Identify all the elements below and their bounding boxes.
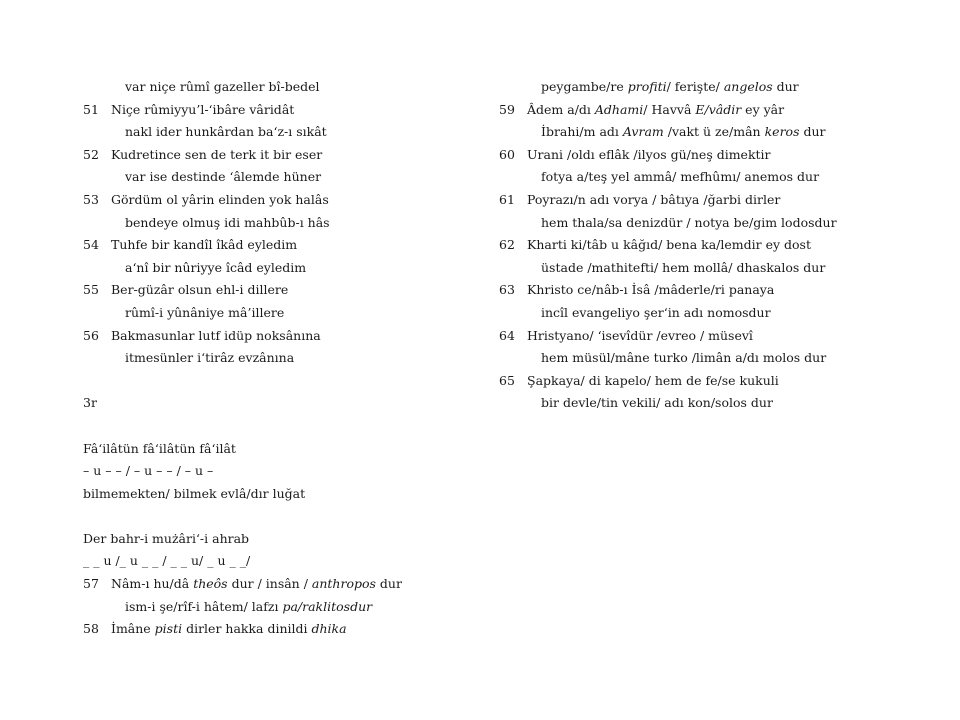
verse-line-54 [83,234,443,257]
text-line [83,166,443,189]
text-segment: ism-i şe/rîf-i hâtem/ lafzı [125,598,283,614]
line-text: _ _ u /_ u _ _ / _ _ u/ _ u _ _/ [83,553,251,569]
line-text: Gördüm ol yârin elinden yok halâs [111,191,329,207]
line-text: Fâ‘ilâtün fâ‘ilâtün fâ‘ilât [83,440,236,456]
right-column [499,76,899,415]
text-line [499,76,899,99]
verse-line-62 [499,234,899,257]
line-text: incîl evangeliyo şer‘in adı nomosdur [541,304,771,320]
text-segment: İbrahi/m adı [541,124,623,140]
italic-term: anthropos [311,576,376,592]
text-line [83,392,443,415]
verse-line-60 [499,144,899,167]
line-text [125,596,372,619]
text-line [499,121,899,144]
line-text: Tuhfe bir kandîl îkâd eyledim [111,237,298,253]
line-text: itmesünler i‘tirâz evzânına [125,350,295,366]
line-text: hem thala/sa denizdür / notya be/gim lodosdur [541,214,837,230]
line-text: nakl ider hunkârdan ba‘z-ı sıkât [125,124,327,140]
text-segment: dur / insân / [227,576,312,592]
line-text [111,573,402,596]
verse-line-63 [499,279,899,302]
text-segment: Nâm-ı hu/dâ [111,576,194,592]
left-column [83,76,443,641]
text-line [83,370,443,393]
italic-term: profiti [627,79,667,94]
italic-term: angelos [723,79,773,94]
text-line [83,596,443,619]
text-segment: ey yâr [741,101,785,117]
italic-term: pa/raklitosdur [282,598,373,614]
text-line [499,166,899,189]
verse-line-53 [83,189,443,212]
text-segment: / Havvâ [643,101,696,117]
verse-line-55 [83,279,443,302]
italic-term: theôs [193,576,228,592]
verse-line-57 [83,573,443,596]
verse-number: 63 [499,282,515,298]
text-segment: İmâne [111,621,155,637]
line-text: fotya a/teş yel ammâ/ mefhûmı/ anemos dur [541,169,820,185]
text-segment: dirler hakka dinildi [182,621,312,637]
verse-number: 52 [83,146,99,162]
text-line [83,483,443,506]
line-text: a‘nî bir nûriyye îcâd eyledim [125,259,307,275]
italic-term: E/vâdir [695,101,742,117]
verse-number: 64 [499,327,515,343]
verse-line-58 [83,618,443,641]
text-line [83,528,443,551]
text-line [83,415,443,438]
line-text: Bakmasunlar lutf idüp noksânına [111,327,321,343]
line-text: var niçe rûmî gazeller bî-bedel [125,79,320,94]
text-segment: Âdem a/dı [527,101,595,117]
verse-number: 61 [499,191,515,207]
text-line [499,212,899,235]
italic-term: Avram [622,124,664,140]
text-line [83,212,443,235]
text-line [83,121,443,144]
verse-line-56 [83,325,443,348]
line-text: Niçe rûmiyyu’l-‘ibâre vâridât [111,101,295,117]
line-text: – u – – / – u – – / – u – [83,463,214,479]
line-text: rûmî-i yûnâniye mâ’illere [125,304,285,320]
verse-line-51 [83,99,443,122]
verse-number: 59 [499,101,515,117]
italic-term: pisti [154,621,183,637]
line-text: Şapkaya/ di kapelo/ hem de fe/se kukuli [527,372,779,388]
line-text [541,121,826,144]
line-text: üstade /mathitefti/ hem mollâ/ dhaskalos dur [541,259,826,275]
line-text: hem müsül/mâne turko /limân a/dı molos dur [541,350,827,366]
line-text: var ise destinde ‘âlemde hüner [125,169,322,185]
verse-line-65 [499,370,899,393]
line-text: Poyrazı/n adı vorya / bâtıya /ğarbi dirler [527,191,781,207]
line-text: Ber-güzâr olsun ehl-i dillere [111,282,289,298]
line-text: Kharti ki/tâb u kâğıd/ bena ka/lemdir ey dost [527,237,811,253]
text-segment: peygambe/re [541,79,628,94]
line-text: Kudretince sen de terk it bir eser [111,146,323,162]
line-text [111,618,347,641]
verse-number: 62 [499,237,515,253]
text-line [83,347,443,370]
text-line [499,347,899,370]
line-text: bendeye olmuş idi mahbûb-ı hâs [125,214,330,230]
text-line [499,257,899,280]
text-segment: dur [772,79,799,94]
line-text: Hristyano/ ‘isevîdür /evreo / müsevî [527,327,753,343]
line-text: bilmemekten/ bilmek evlâ/dır luğat [83,485,306,501]
verse-number: 57 [83,576,99,592]
text-line [83,505,443,528]
verse-number: 55 [83,282,99,298]
text-line [83,438,443,461]
text-segment: / ferişte/ [666,79,724,94]
line-text: Urani /oldı eflâk /ilyos gü/neş dimektir [527,146,771,162]
verse-line-52 [83,144,443,167]
verse-number: 56 [83,327,99,343]
verse-line-59 [499,99,899,122]
line-text: 3r [83,395,97,411]
verse-line-64 [499,325,899,348]
text-line [83,302,443,325]
italic-term: dhika [311,621,347,637]
verse-number: 54 [83,237,99,253]
text-line [499,392,899,415]
line-text: bir devle/tin vekili/ adı kon/solos dur [541,395,773,411]
text-line [83,257,443,280]
text-segment: dur [375,576,402,592]
line-text [527,99,784,122]
line-text [541,76,799,99]
verse-line-61 [499,189,899,212]
line-text: Khristo ce/nâb-ı İsâ /mâderle/ri panaya [527,282,775,298]
text-line [83,76,443,99]
verse-number: 51 [83,101,99,117]
italic-term: Adhami [594,101,644,117]
italic-term: keros [764,124,800,140]
verse-number: 65 [499,372,515,388]
text-segment: /vakt ü ze/mân [663,124,765,140]
text-segment: dur [799,124,826,140]
text-line [83,460,443,483]
verse-number: 53 [83,191,99,207]
line-text: Der bahr-i mużâri‘-i ahrab [83,530,250,546]
verse-number: 60 [499,146,515,162]
verse-number: 58 [83,621,99,637]
text-line [83,550,443,573]
text-line [499,302,899,325]
